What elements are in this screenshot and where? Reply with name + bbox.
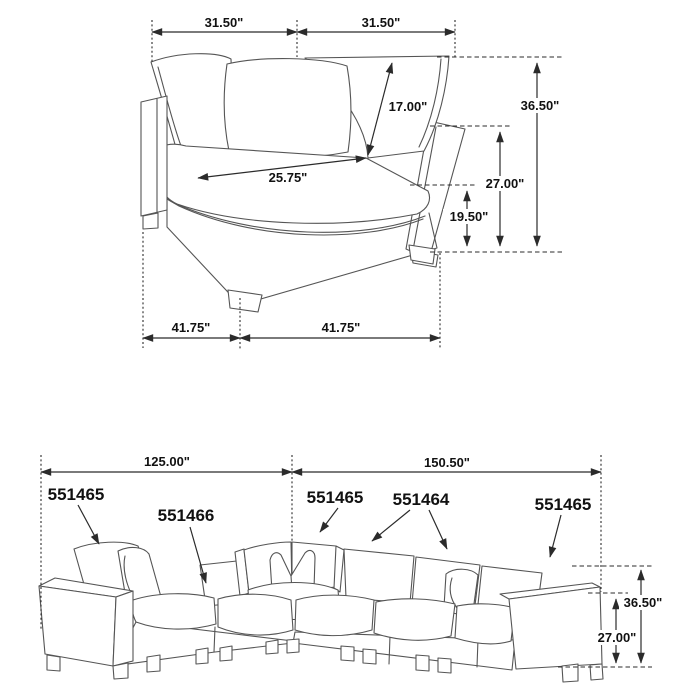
dim-label-sectional-width-right: 150.50" (424, 455, 470, 470)
sofa-foot (590, 664, 603, 680)
sofa-foot (113, 663, 128, 679)
sofa-left-arm-front (39, 586, 116, 666)
part-arrow-right-arm (550, 515, 561, 557)
part-arrow-left-armless (190, 527, 206, 583)
dim-label-back-diagonal: 17.00" (388, 99, 428, 114)
sofa-right-back-cushion-1 (344, 549, 414, 603)
sectional-line-art (39, 542, 603, 682)
bottom-drawing (39, 454, 667, 682)
top-drawing (141, 15, 566, 350)
dim-label-sectional-width-left: 125.00" (144, 454, 190, 469)
sofa-foot (341, 646, 354, 661)
sofa-foot (196, 648, 208, 664)
part-label-middle-corner: 551465 (306, 488, 364, 507)
sofa-left-arm-side (113, 591, 133, 666)
part-arrow-middle-corner (320, 508, 338, 532)
dim-label-base-width-right: 41.75" (321, 320, 361, 335)
sofa-foot (363, 649, 376, 664)
chair-middle-pillow (224, 59, 351, 158)
sofa-foot (416, 655, 429, 671)
sofa-seat-4 (374, 599, 455, 640)
sofa-seat-2 (218, 594, 293, 635)
part-arrow-left-corner (78, 505, 99, 544)
sofa-foot (266, 640, 278, 654)
sofa-foot (287, 639, 299, 653)
sofa-foot (220, 646, 232, 661)
dim-label-sectional-arm-height: 27.00" (597, 630, 637, 645)
dim-label-seat-diagonal: 25.75" (268, 170, 308, 185)
chair-front-foot (228, 290, 262, 312)
sofa-seat-3 (295, 595, 374, 636)
sofa-foot (438, 658, 451, 673)
dim-label-overall-height: 36.50" (520, 98, 560, 113)
dim-label-seat-back-height: 19.50" (449, 209, 489, 224)
part-arrow-armless-a (372, 510, 410, 541)
dim-label-arm-height: 27.00" (485, 176, 525, 191)
sofa-right-arm-front (509, 587, 602, 669)
sofa-corner-wing-right (334, 546, 344, 592)
dim-label-base-width-left: 41.75" (171, 320, 211, 335)
part-arrow-armless-b (429, 510, 447, 549)
dim-label-sectional-overall-height: 36.50" (623, 595, 663, 610)
sofa-foot (47, 655, 60, 671)
part-label-right-arm: 551465 (534, 495, 592, 514)
sofa-seat-1 (132, 594, 216, 629)
dim-label-width-left: 31.50" (204, 15, 244, 30)
dim-label-width-right: 31.50" (361, 15, 401, 30)
part-label-armless-pair: 551464 (392, 490, 450, 509)
chair-left-panel-foot (143, 213, 158, 229)
part-label-left-corner: 551465 (47, 485, 105, 504)
sofa-seat-5 (455, 604, 515, 644)
chair-left-side-panel (141, 96, 167, 216)
sofa-foot (147, 655, 160, 672)
part-label-left-armless: 551466 (157, 506, 215, 525)
